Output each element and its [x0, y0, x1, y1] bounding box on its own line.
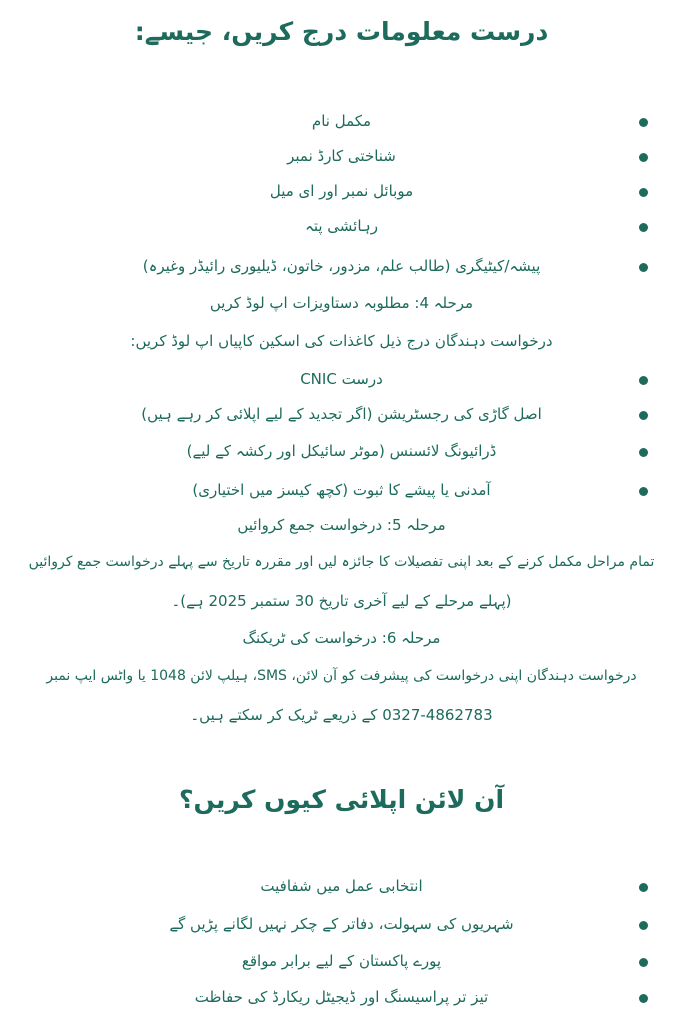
list-item	[0, 475, 683, 505]
list-item	[0, 399, 683, 429]
list-item	[0, 871, 683, 901]
bullet-dot-icon	[639, 376, 648, 385]
list-item	[0, 982, 683, 1012]
list-item-text: مکمل نام	[311, 112, 372, 130]
list-item-text: رہائشی پتہ	[305, 217, 378, 235]
bullet-dot-icon	[639, 263, 648, 272]
list-item-text: درست CNIC	[300, 370, 383, 388]
list-item-text: ڈرائیونگ لائسنس (موٹر سائیکل اور رکشہ کے لیے)	[186, 442, 497, 460]
step6-line1: درخواست دہندگان اپنی درخواست کی پیشرفت کو آن لائن، SMS، ہیلپ لائن 1048 یا واٹس ایپ نمبر	[46, 668, 637, 684]
list-item-text: انتخابی عمل میں شفافیت	[260, 877, 423, 895]
bullet-dot-icon	[639, 118, 648, 127]
step4-title: مرحلہ 4: مطلوبہ دستاویزات اپ لوڈ کریں	[209, 294, 474, 312]
bullet-dot-icon	[639, 411, 648, 420]
step4-intro: درخواست دہندگان درج ذیل کاغذات کی اسکین کاپیاں اپ لوڈ کریں:	[130, 332, 553, 350]
list-item	[0, 251, 683, 281]
bullet-dot-icon	[639, 153, 648, 162]
list-item-text: موبائل نمبر اور ای میل	[269, 182, 414, 200]
list-item	[0, 211, 683, 241]
bullet-dot-icon	[639, 448, 648, 457]
bullet-dot-icon	[639, 188, 648, 197]
step5-line2: (پہلے مرحلے کے لیے آخری تاریخ 30 ستمبر 2025 ہے)۔	[171, 592, 512, 610]
bullet-dot-icon	[639, 958, 648, 967]
bullet-dot-icon	[639, 921, 648, 930]
bullet-dot-icon	[639, 883, 648, 892]
section2-heading: آن لائن اپلائی کیوں کریں؟	[178, 785, 505, 814]
list-item-text: شہریوں کی سہولت، دفاتر کے چکر نہیں لگانے پڑیں گے	[169, 915, 514, 933]
step5-line1: تمام مراحل مکمل کرنے کے بعد اپنی تفصیلات کا جائزہ لیں اور مقررہ تاریخ سے پہلے درخواست جمع کروائیں	[28, 554, 655, 570]
bullet-dot-icon	[639, 994, 648, 1003]
list-item-text: تیز تر پراسیسنگ اور ڈیجیٹل ریکارڈ کی حفاظت	[194, 988, 489, 1006]
bullet-dot-icon	[639, 487, 648, 496]
list-item	[0, 364, 683, 394]
list-item-text: شناختی کارڈ نمبر	[287, 147, 396, 165]
section1-heading: درست معلومات درج کریں، جیسے:	[134, 17, 549, 46]
list-item	[0, 106, 683, 136]
list-item-text: آمدنی یا پیشے کا ثبوت (کچھ کیسز میں اختیاری)	[192, 481, 491, 499]
list-item-text: اصل گاڑی کی رجسٹریشن (اگر تجدید کے لیے اپلائی کر رہے ہیں)	[141, 405, 542, 423]
step6-line2: 0327-4862783 کے ذریعے ٹریک کر سکتے ہیں۔	[190, 706, 493, 724]
step5-title: مرحلہ 5: درخواست جمع کروائیں	[237, 516, 446, 534]
list-item-text: پیشہ/کیٹیگری (طالب علم، مزدور، خاتون، ڈیلیوری رائیڈر وغیرہ)	[142, 257, 541, 275]
list-item-text: پورے پاکستان کے لیے برابر مواقع	[241, 952, 442, 970]
bullet-dot-icon	[639, 223, 648, 232]
step6-title: مرحلہ 6: درخواست کی ٹریکنگ	[242, 629, 441, 647]
list-item	[0, 176, 683, 206]
list-item	[0, 141, 683, 171]
list-item	[0, 909, 683, 939]
list-item	[0, 946, 683, 976]
list-item	[0, 436, 683, 466]
